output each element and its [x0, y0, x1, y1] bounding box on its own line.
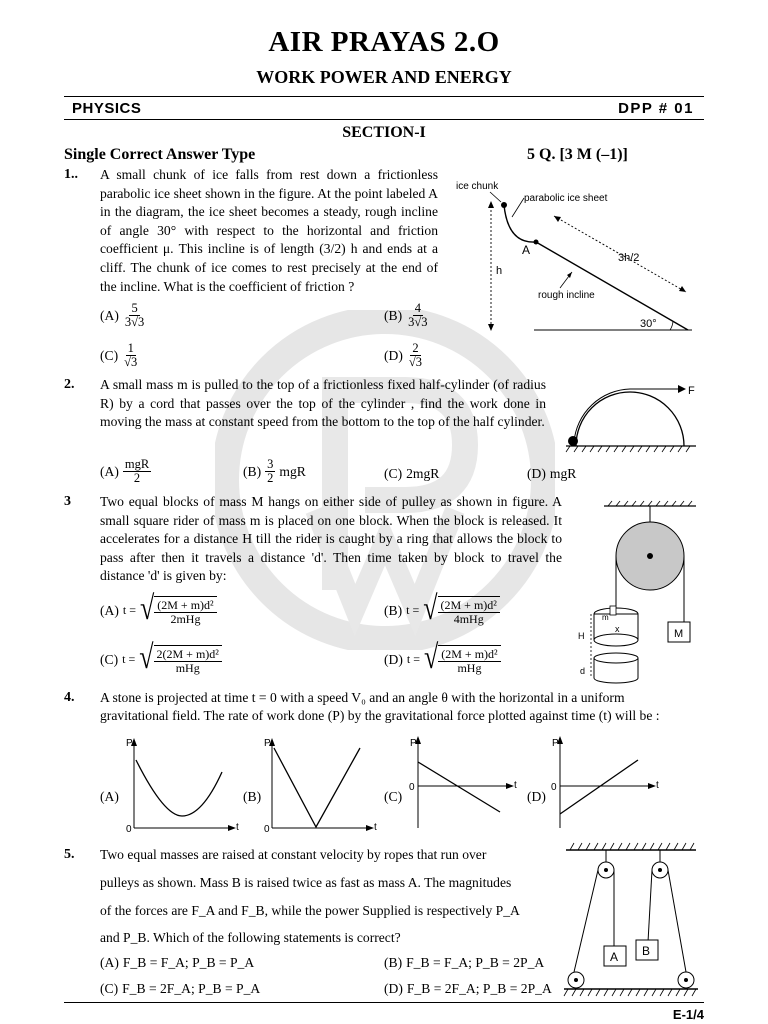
- label-a: A: [610, 950, 619, 964]
- question-text-line3: of the forces are F_A and F_B, while the power Supplied is respectively P_A: [100, 903, 520, 918]
- svg-text:0: 0: [551, 782, 557, 793]
- subject-band: [64, 97, 704, 119]
- figure-half-cylinder: [562, 378, 704, 458]
- svg-text:t: t: [374, 822, 377, 833]
- figure-pulleys-ab: [560, 838, 702, 1000]
- svg-text:P: P: [552, 738, 559, 749]
- graph-d: [546, 734, 672, 838]
- svg-text:0: 0: [409, 782, 415, 793]
- label-d: d: [580, 666, 586, 676]
- svg-text:P: P: [264, 738, 271, 749]
- option-b[interactable]: (B) F_B = F_A; P_B = 2P_A: [384, 955, 545, 970]
- half-cylinder: [576, 392, 684, 446]
- question-text-line1: Two equal masses are raised at constant velocity by ropes that run over: [100, 847, 487, 862]
- option-a[interactable]: (A): [100, 789, 119, 804]
- label-big-m: M: [674, 628, 684, 640]
- label-point-a: A: [522, 243, 531, 257]
- answer-type: Single Correct Answer Type: [64, 146, 256, 163]
- question-number: 4.: [64, 690, 75, 705]
- dpp-label: DPP # 01: [618, 100, 694, 117]
- label-force: F: [688, 385, 695, 397]
- parabolic-sheet: [504, 205, 536, 242]
- option-c[interactable]: (C) 2mgR: [384, 466, 440, 481]
- label-m-small: m: [602, 613, 609, 622]
- figure-ice-incline: [448, 172, 704, 338]
- label-parabolic: parabolic ice sheet: [524, 193, 608, 204]
- option-a[interactable]: (A) F_B = F_A; P_B = P_A: [100, 955, 255, 970]
- option-a[interactable]: (A) mgR 2: [100, 457, 150, 486]
- question-text-line4: and P_B. Which of the following statements is correct?: [100, 930, 401, 945]
- option-a[interactable]: (A) t = √ (2M + m)d² 2mHg: [100, 596, 217, 625]
- option-d[interactable]: (D) mgR: [527, 466, 577, 481]
- question-number: 1..: [64, 167, 78, 182]
- question-number: 3: [64, 494, 71, 509]
- option-c[interactable]: (C) t = √ 2(2M + m)d² mHg: [100, 645, 222, 674]
- question-text: A small chunk of ice falls from rest down a frictionless parabolic ice sheet shown in the figure. At the point labeled A in the diagram, the ice sheet becomes a steady, rough incline of angle 30° with respect to the horizontal and friction coefficient μ. This incline is of length (3/2) h and ends at a cliff. The chunk of ice comes to rest precisely at the end of the incline. What is the coefficient of friction ?: [100, 167, 438, 294]
- section-title: SECTION-I: [342, 124, 426, 141]
- figure-pulley-rider: [572, 500, 702, 684]
- label-length: 3h/2: [618, 252, 640, 264]
- label-h: H: [578, 631, 585, 641]
- question-text-line2: gravitational field. The rate of work done (P) by the gravitational force plotted against time (t) will be :: [100, 708, 660, 723]
- svg-text:t: t: [656, 780, 659, 791]
- option-a[interactable]: (A) 5 3√3: [100, 301, 145, 330]
- svg-text:P: P: [126, 738, 133, 749]
- question-number: 2.: [64, 377, 75, 392]
- option-d[interactable]: (D): [527, 789, 546, 804]
- page-subtitle: WORK POWER AND ENERGY: [256, 67, 512, 87]
- footer-divider: [64, 1002, 704, 1003]
- option-c[interactable]: (C): [384, 789, 403, 804]
- label-angle: 30°: [640, 318, 657, 330]
- svg-text:t: t: [236, 822, 239, 833]
- option-d[interactable]: (D) 2 √3: [384, 341, 422, 370]
- label-height: h: [496, 265, 503, 277]
- label-ice-chunk: ice chunk: [456, 181, 499, 192]
- svg-text:0: 0: [126, 824, 132, 835]
- svg-text:t: t: [514, 780, 517, 791]
- question-text: Two equal blocks of mass M hangs on either side of pulley as shown in figure. A small square rider of mass m is placed on one block. When the block is released. It accelerates for a distance H till the rider is caught by a ring that allows the block to pass after then it travels a distance 'd'. Then time taken by block to travel the distance 'd' is given by:: [100, 494, 562, 584]
- question-text-line2: pulleys as shown. Mass B is raised twice as fast as mass A. The magnitudes: [100, 875, 512, 890]
- option-c[interactable]: (C) F_B = 2F_A; P_B = P_A: [100, 981, 261, 996]
- option-c[interactable]: (C) 1 √3: [100, 341, 138, 370]
- page-number: E-1/4: [672, 1007, 704, 1022]
- divider: [64, 119, 704, 120]
- graph-a: [124, 734, 250, 838]
- option-d[interactable]: (D) F_B = 2F_A; P_B = 2P_A: [384, 981, 552, 996]
- option-b[interactable]: (B) t = √ (2M + m)d² 4mHg: [384, 596, 500, 625]
- page-title: AIR PRAYAS 2.O: [268, 26, 500, 58]
- subject-label: PHYSICS: [72, 100, 142, 117]
- graph-b: [262, 734, 388, 838]
- label-b: B: [642, 944, 651, 958]
- rough-incline: [536, 242, 688, 330]
- option-b[interactable]: (B) 3 2 mgR: [243, 457, 306, 486]
- svg-text:P: P: [410, 738, 417, 749]
- mass-ball: [568, 436, 578, 446]
- svg-text:0: 0: [264, 824, 270, 835]
- question-number: 5.: [64, 847, 75, 862]
- marks-info: 5 Q. [3 M (–1)]: [527, 146, 628, 163]
- option-b[interactable]: (B): [243, 789, 262, 804]
- question-text: A small mass m is pulled to the top of a frictionless fixed half-cylinder (of radius R) by a cord that passes over the top of the cylinder , find the work done in moving the mass at constant speed from the bottom to the top of the half cylinder.: [100, 377, 546, 430]
- option-b[interactable]: (B) 4 3√3: [384, 301, 428, 330]
- option-d[interactable]: (D) t = √ (2M + m)d² mHg: [384, 645, 501, 674]
- graph-c: [404, 734, 530, 838]
- question-text-line1: A stone is projected at time t = 0 with a speed V₀ and an angle θ with the horizontal in a uniform: [100, 690, 625, 705]
- label-rough: rough incline: [538, 290, 595, 301]
- label-x: x: [615, 624, 620, 634]
